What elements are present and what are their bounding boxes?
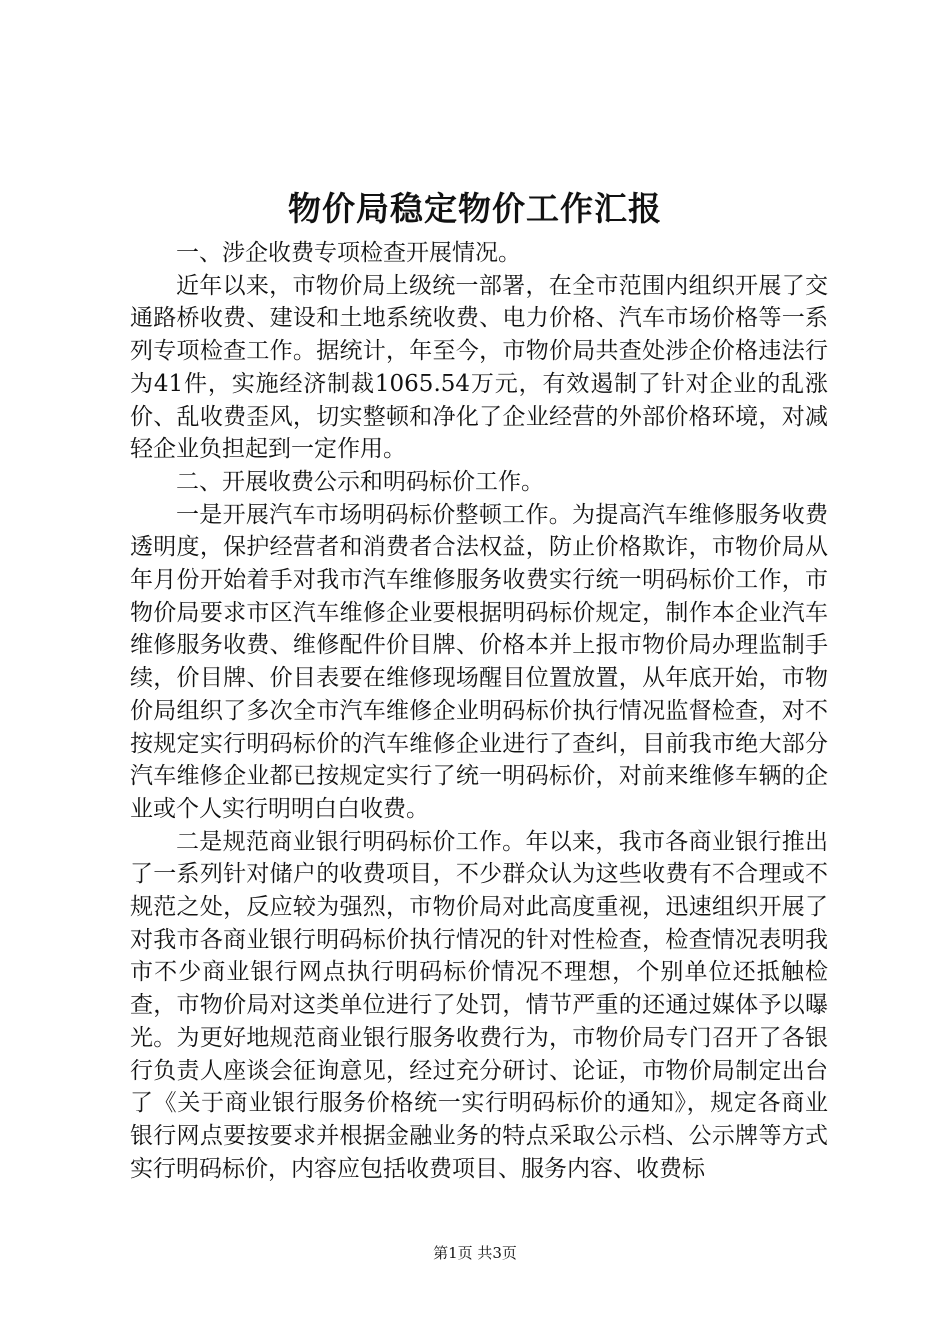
paragraph-bank-pricing: 二是规范商业银行明码标价工作。年以来，我市各商业银行推出了一系列针对储户的收费项目，不少群众认为这些收费有不合理或不规范之处，反应较为强烈，市物价局对此高度重视，迅速组织开展了对我市各商业银行明码标价执行情况的针对性检查，检查情况表明我市不少商业银行网点执行明码标价情况不理想，个别单位还抵触检查，市物价局对这类单位进行了处罚，情节严重的还通过媒体予以曝光。为更好地规范商业银行服务收费行为，市物价局专门召开了各银行负责人座谈会征询意见，经过充分研讨、论证，市物价局制定出台了《关于商业银行服务价格统一实行明码标价的通知》，规定各商业银行网点要按要求并根据金融业务的特点采取公示档、公示牌等方式实行明码标价，内容应包括收费项目、服务内容、收费标 [130,828,828,1182]
paragraph-section-1-content: 近年以来，市物价局上级统一部署，在全市范围内组织开展了交通路桥收费、建设和土地系统收费、电力价格、汽车市场价格等一系列专项检查工作。据统计，年至今，市物价局共查处涉企价格违法行为41件，实施经济制裁1065.54万元，有效遏制了针对企业的乱涨价、乱收费歪风，切实整顿和净化了企业经营的外部价格环境，对减轻企业负担起到一定作用。 [130,272,828,463]
page-footer: 第1页 共3页 [433,1244,517,1262]
paragraph-section-2-heading: 二、开展收费公示和明码标价工作。 [176,468,544,495]
document-body [130,237,828,1185]
document-title: 物价局稳定物价工作汇报 [288,189,662,228]
paragraph-auto-repair-pricing: 一是开展汽车市场明码标价整顿工作。为提高汽车维修服务收费透明度，保护经营者和消费者合法权益，防止价格欺诈，市物价局从年月份开始着手对我市汽车维修服务收费实行统一明码标价工作，市物价局要求市区汽车维修企业要根据明码标价规定，制作本企业汽车维修服务收费、维修配件价目牌、价格本并上报市物价局办理监制手续，价目牌、价目表要在维修现场醒目位置放置，从年底开始，市物价局组织了多次全市汽车维修企业明码标价执行情况监督检查，对不按规定实行明码标价的汽车维修企业进行了查纠，目前我市绝大部分汽车维修企业都已按规定实行了统一明码标价，对前来维修车辆的企业或个人实行明明白白收费。 [130,501,828,822]
paragraph-section-1-heading: 一、涉企收费专项检查开展情况。 [176,240,521,266]
